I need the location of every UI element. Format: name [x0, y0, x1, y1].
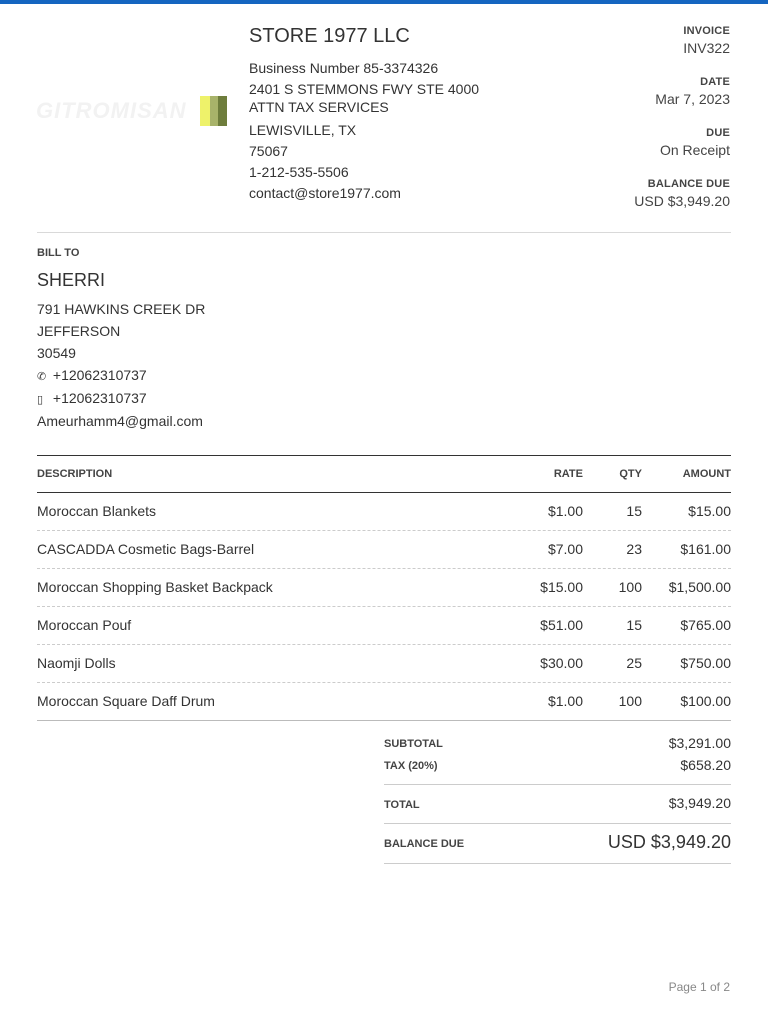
table-row [37, 607, 731, 645]
table-header [37, 455, 731, 493]
item-rate: $15.00 [540, 579, 583, 595]
header-qty: QTY [619, 468, 642, 480]
invoice-meta [530, 24, 730, 211]
balance-due-total-label: BALANCE DUE [384, 838, 465, 850]
item-description: Naomji Dolls [37, 655, 116, 671]
top-accent-bar [0, 0, 768, 4]
customer-phone [37, 364, 437, 388]
item-qty: 100 [618, 579, 642, 595]
store-phone: 1-212-535-5506 [249, 164, 349, 180]
line-items-table [37, 455, 731, 721]
customer-mobile [37, 387, 437, 411]
total-value: $3,949.20 [668, 795, 731, 811]
date-label: DATE [700, 76, 730, 88]
bill-to-section [37, 245, 437, 432]
logo-bars-icon [200, 96, 228, 126]
store-logo [36, 92, 228, 128]
balance-due-total-value: USD $3,949.20 [607, 832, 731, 852]
item-rate: $1.00 [547, 503, 583, 519]
item-rate: $7.00 [547, 541, 583, 557]
item-qty: 15 [626, 503, 642, 519]
page-indicator: Page 1 of 2 [668, 980, 730, 994]
item-rate: $51.00 [540, 617, 583, 633]
mobile-icon: ▯ [37, 394, 44, 406]
store-address-line-1: 2401 S STEMMONS FWY STE 4000 [249, 81, 480, 97]
business-number-label: Business Number [249, 60, 360, 76]
table-row [37, 569, 731, 607]
table-row [37, 531, 731, 569]
header-description: DESCRIPTION [37, 468, 113, 480]
subtotal-row [384, 734, 731, 756]
item-rate: $30.00 [540, 655, 583, 671]
item-qty: 100 [618, 693, 642, 709]
customer-zip: 30549 [37, 345, 76, 361]
item-description: Moroccan Blankets [37, 503, 157, 519]
item-amount: $765.00 [680, 617, 731, 633]
subtotal-value: $3,291.00 [668, 735, 731, 751]
item-description: CASCADDA Cosmetic Bags-Barrel [37, 541, 255, 557]
header-rate: RATE [553, 468, 583, 480]
logo-text: GITROMISAN [36, 98, 187, 123]
item-rate: $1.00 [547, 693, 583, 709]
balance-due-row [384, 824, 731, 864]
item-amount: $161.00 [680, 541, 731, 557]
tax-value: $658.20 [680, 757, 731, 773]
table-row [37, 493, 731, 531]
item-amount: $100.00 [680, 693, 731, 709]
item-amount: $1,500.00 [668, 579, 731, 595]
subtotal-label: SUBTOTAL [384, 738, 443, 750]
store-address-line-2: ATTN TAX SERVICES [249, 99, 389, 115]
business-number [249, 58, 549, 79]
item-description: Moroccan Pouf [37, 617, 132, 633]
store-name: STORE 1977 LLC [249, 25, 410, 47]
customer-mobile-value[interactable]: +12062310737 [52, 390, 147, 406]
item-amount: $15.00 [688, 503, 731, 519]
item-qty: 25 [626, 655, 642, 671]
balance-due-label: BALANCE DUE [647, 178, 730, 190]
customer-name: SHERRI [37, 270, 106, 290]
store-zip: 75067 [249, 143, 288, 159]
tax-label: TAX (20%) [384, 760, 438, 772]
item-amount: $750.00 [680, 655, 731, 671]
invoice-number: INV322 [683, 40, 730, 56]
item-qty: 23 [626, 541, 642, 557]
customer-email[interactable]: Ameurhamm4@gmail.com [37, 413, 203, 429]
store-info [249, 24, 549, 204]
table-row [37, 683, 731, 721]
store-city-state: LEWISVILLE, TX [249, 122, 357, 138]
phone-icon: ✆ [37, 371, 47, 383]
business-number-value: 85-3374326 [363, 60, 439, 76]
customer-phone-value[interactable]: +12062310737 [52, 367, 147, 383]
totals-section [384, 734, 731, 864]
store-email: contact@store1977.com [249, 185, 401, 201]
item-description: Moroccan Shopping Basket Backpack [37, 579, 273, 595]
header-divider [37, 232, 731, 233]
due-value: On Receipt [659, 142, 730, 158]
due-label: DUE [706, 127, 730, 139]
bill-to-label: BILL TO [37, 247, 80, 259]
tax-row [384, 756, 731, 784]
customer-city: JEFFERSON [37, 323, 121, 339]
item-description: Moroccan Square Daff Drum [37, 693, 215, 709]
item-qty: 15 [626, 617, 642, 633]
header-amount: AMOUNT [682, 468, 731, 480]
invoice-label: INVOICE [683, 25, 730, 37]
customer-address: 791 HAWKINS CREEK DR [37, 301, 206, 317]
total-row [384, 785, 731, 823]
balance-due-value: USD $3,949.20 [634, 193, 730, 209]
total-label: TOTAL [384, 799, 420, 811]
table-row [37, 645, 731, 683]
invoice-date: Mar 7, 2023 [655, 91, 730, 107]
